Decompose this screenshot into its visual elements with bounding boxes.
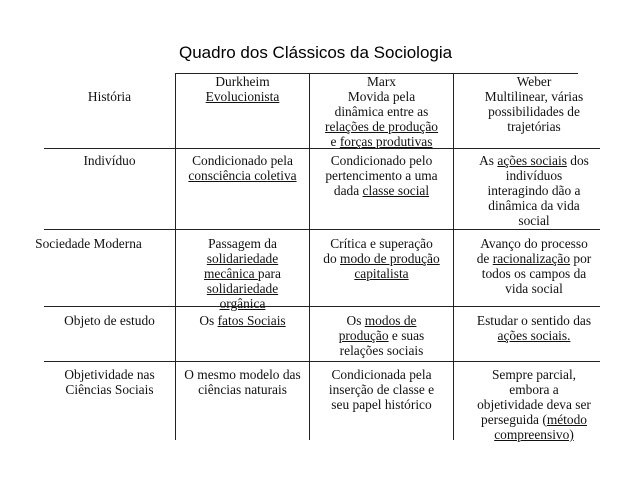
cell-text: Os xyxy=(199,313,218,328)
underlined-term: solidariedade xyxy=(206,281,279,296)
cell-text: Avanço do processo de xyxy=(476,236,588,266)
underlined-term: relações de produção xyxy=(324,119,439,134)
table-cell xyxy=(176,153,309,183)
table-cell xyxy=(310,89,453,149)
table-cell xyxy=(176,313,309,328)
cell-text: Multilinear, várias possibilidades de trajetórias xyxy=(484,89,584,134)
table-cell xyxy=(310,367,453,412)
row-label: Sociedade Moderna xyxy=(35,236,142,251)
cell-text: O mesmo modelo das ciências naturais xyxy=(184,367,301,397)
underlined-term: capitalista xyxy=(354,266,409,281)
table-cell xyxy=(310,236,453,281)
underlined-term: classe social xyxy=(362,183,430,198)
underlined-term: mecânica xyxy=(204,266,258,281)
underlined-term: fatos Sociais xyxy=(217,313,286,328)
table-cell xyxy=(454,236,614,296)
underlined-term: modos de xyxy=(364,313,417,328)
cell-text: Sempre parcial, embora a objetividade deva ser perseguida ( xyxy=(477,367,591,427)
underlined-term: ações sociais. xyxy=(497,328,571,343)
table-cell xyxy=(454,89,614,134)
row-label: Indivíduo xyxy=(83,153,136,168)
header-weber: Weber xyxy=(516,74,552,89)
table-cell xyxy=(454,313,614,343)
row-label: Objeto de estudo xyxy=(64,313,155,328)
underlined-term: racionalização xyxy=(492,251,571,266)
underlined-term: orgânica xyxy=(219,296,266,311)
underlined-term: ações sociais xyxy=(497,153,567,168)
underlined-term: Evolucionista xyxy=(205,89,280,104)
page-title: Quadro dos Clássicos da Sociologia xyxy=(179,43,453,62)
underlined-term: modo de produção xyxy=(340,251,440,266)
table-cell xyxy=(176,89,309,104)
table-cell xyxy=(176,236,309,311)
table-cell xyxy=(454,367,614,442)
table-cell xyxy=(454,153,614,228)
row-label: História xyxy=(87,89,132,104)
cell-text: dos indivíduos interagindo dão a dinâmica da vida social xyxy=(487,153,589,228)
header-durkheim: Durkheim xyxy=(215,74,270,89)
cell-text: Estudar o sentido das xyxy=(476,313,592,328)
cell-text: As xyxy=(479,153,498,168)
underlined-term: método compreensivo) xyxy=(494,412,587,442)
cell-text: Crítica e superação do xyxy=(323,236,433,266)
cell-text: para xyxy=(257,266,281,281)
cell-text: Condicionada pela inserção de classe e seu papel histórico xyxy=(328,367,435,412)
underlined-term: consciência coletiva xyxy=(188,168,297,183)
cell-text: Movida pela dinâmica entre as xyxy=(334,89,429,119)
cell-text: Condicionado pela xyxy=(192,153,293,168)
cell-text: Passagem da xyxy=(208,236,277,251)
underlined-term: produção xyxy=(338,328,389,343)
underlined-term: forças produtivas xyxy=(339,134,433,149)
table-cell xyxy=(310,313,453,358)
cell-text: por todos os campos da vida social xyxy=(481,251,592,296)
table-cell xyxy=(176,367,309,397)
cell-text: Os xyxy=(346,313,365,328)
cell-text: e suas relações sociais xyxy=(339,328,425,358)
header-marx: Marx xyxy=(366,74,396,89)
row-label: Objetividade nas Ciências Sociais xyxy=(64,367,155,397)
table-cell xyxy=(310,153,453,198)
cell-text: e xyxy=(330,134,337,149)
underlined-term: solidariedade xyxy=(206,251,279,266)
cell-text: Condicionado pelo pertencimento a uma dada xyxy=(325,153,438,198)
